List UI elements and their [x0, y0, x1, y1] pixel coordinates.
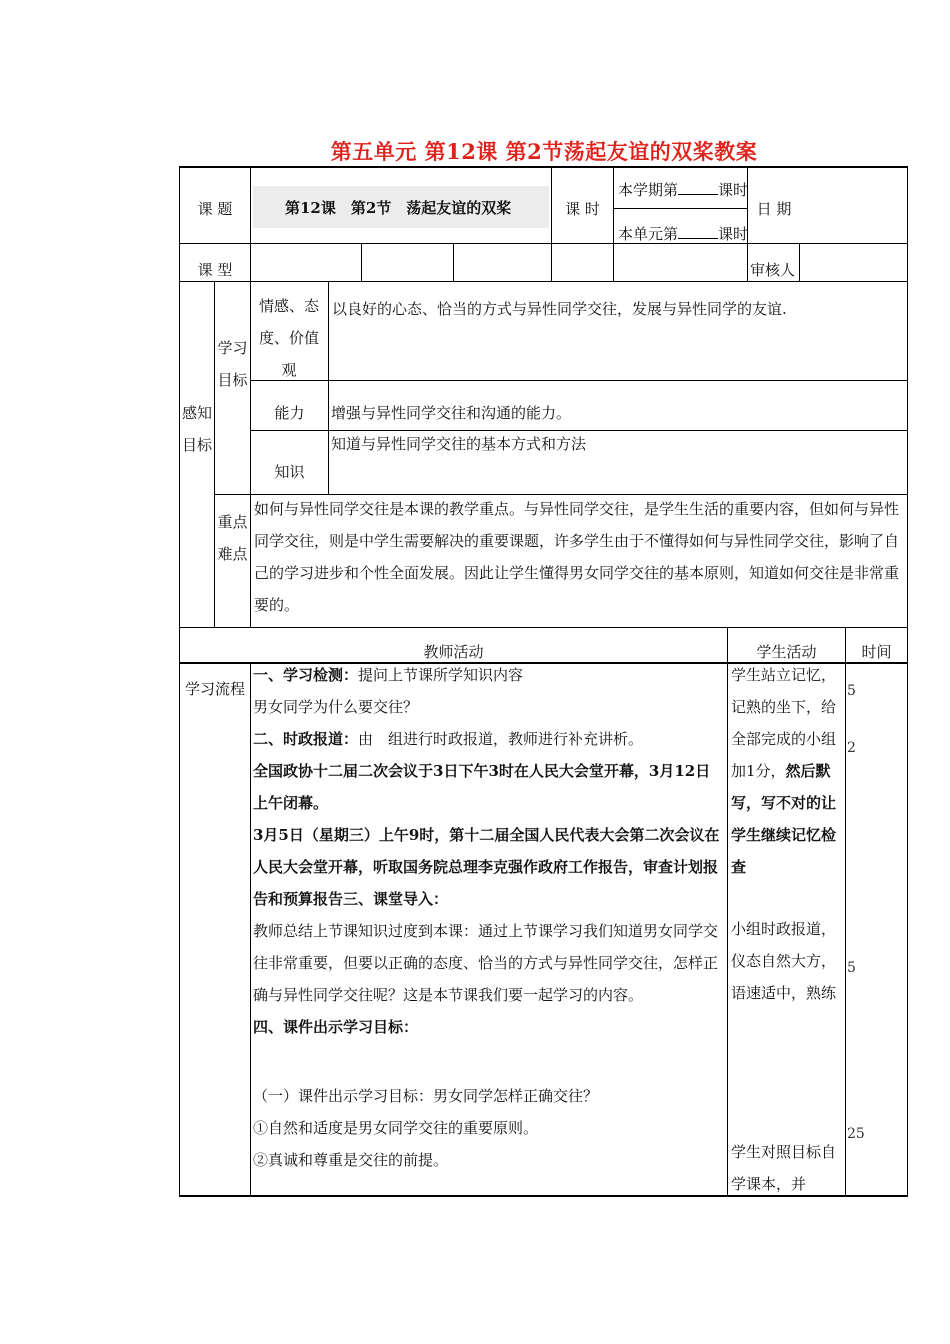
section-4-heading: 四、课件出示学习目标：: [253, 1018, 419, 1036]
col-line: [250, 166, 251, 282]
col-line: [799, 243, 800, 282]
ability-text: 增强与异性同学交往和沟通的能力。: [331, 404, 572, 422]
col-line: [551, 166, 552, 282]
goal-2: ②真诚和尊重是交往的前提。: [253, 1151, 449, 1169]
row-line: [250, 380, 908, 381]
reviewer-label: 审核人: [750, 261, 796, 279]
student-activity-2: 小组时政报道，仪态自然大方，语速适中，熟练: [731, 920, 837, 1002]
unit-suffix: 课时: [718, 225, 749, 243]
semester-period: [618, 180, 748, 200]
row-line: [179, 627, 908, 628]
key-points-label: 重点难点: [217, 513, 248, 563]
col-line: [250, 281, 251, 628]
goal-list: [253, 1080, 725, 1176]
document-title: 第五单元 第12课 第2节荡起友谊的双桨教案: [330, 139, 758, 164]
col-line: [613, 166, 614, 282]
time-header: 时间: [861, 643, 892, 661]
news-item-2: 3月5日（星期三）上午9时，第十二届全国人民代表大会第二次会议在人民大会堂开幕，听取国务院总理李克强作政府工作报告，审查计划报告和预算报告三、课堂导入：: [253, 826, 720, 908]
date-label: 日 期: [756, 200, 792, 218]
lesson-title-box: [253, 186, 549, 228]
table-border-bottom: [179, 1195, 908, 1197]
col-line: [845, 627, 846, 1197]
teacher-activity-content: [253, 659, 725, 1043]
col-line: [250, 662, 251, 1197]
review-heading: 一、学习检测：: [253, 666, 359, 684]
student-activity-1: [731, 659, 837, 883]
col-line: [727, 627, 728, 1197]
goal-title: （一）课件出示学习目标：男女同学怎样正确交往？: [253, 1087, 599, 1105]
col-line: [361, 243, 362, 282]
time-value: 5: [847, 683, 856, 699]
emotion-text: 以良好的心态、恰当的方式与异性同学交往，发展与异性同学的友谊.: [332, 300, 787, 318]
news-item-1: 全国政协十二届二次会议于3日下午3时在人民大会堂开幕，3月12日上午闭幕。: [253, 762, 711, 812]
time-value: 2: [847, 740, 856, 756]
student-activity-header: 学生活动: [756, 643, 817, 661]
review-line: [253, 659, 725, 691]
type-label: 课 型: [197, 261, 233, 279]
semester-prefix: 本学期第: [618, 181, 679, 199]
review-question: 男女同学为什么要交往？: [253, 698, 419, 716]
intro-text: 教师总结上节课知识过度到本课：通过上节课学习我们知道男女同学交往非常重要，但要以正确的态度、恰当的方式与异性同学交往，怎样正确与异性同学交往呢？这是本节课我们要一起学习的内容。: [253, 922, 719, 1004]
learning-goal-label: 学习目标: [217, 339, 248, 389]
table-border-top: [179, 166, 908, 168]
key-points-text: 如何与异性同学交往是本课的教学重点。与异性同学交往，是学生生活的重要内容，但如何与异性同学交往，则是中学生需要解决的重要课题，许多学生由于不懂得如何与异性同学交往，影响了自己的学习进步和个性全面发展。因此让学生懂得男女同学交往的基本原则，知道如何交往是非常重要的。: [254, 500, 900, 614]
knowledge-label: 知识: [274, 463, 305, 481]
student-activity-1-bold: 然后默写，写不对的让学生继续记忆检查: [731, 762, 837, 876]
topic-label: 课 题: [197, 200, 233, 218]
semester-suffix: 课时: [718, 181, 749, 199]
semester-blank: [678, 180, 718, 195]
news-line: [253, 723, 725, 755]
lesson-title: 第12课 第2节 荡起友谊的双桨: [285, 199, 512, 217]
time-value: 25: [847, 1126, 865, 1142]
row-line: [614, 208, 748, 209]
news-text: 由 组进行时政报道，教师进行补充讲析。: [358, 730, 644, 748]
col-line: [453, 243, 454, 282]
review-text: 提问上节课所学知识内容: [358, 666, 524, 684]
table-border-right: [907, 166, 908, 1197]
unit-blank: [678, 224, 718, 239]
goal-1: ①自然和适度是男女同学交往的重要原则。: [253, 1119, 539, 1137]
student-activity-3: 学生对照目标自学课本，并: [731, 1143, 837, 1193]
student-activity-1-plain: 学生站立记忆，记熟的坐下，给全部完成的小组加1分，: [731, 666, 837, 780]
emotion-label: 情感、态度、价值观: [258, 297, 319, 379]
period-label: 课 时: [565, 200, 600, 218]
news-heading: 二、时政报道：: [253, 730, 359, 748]
col-line: [328, 281, 329, 495]
unit-prefix: 本单元第: [618, 225, 679, 243]
unit-period: [618, 224, 748, 244]
learning-process-label: 学习流程: [184, 680, 245, 698]
row-line: [250, 430, 908, 431]
perception-goal-label: 感知目标: [181, 404, 212, 454]
knowledge-text: 知道与异性同学交往的基本方式和方法: [331, 435, 587, 453]
teacher-activity-header: 教师活动: [423, 643, 484, 661]
time-value: 5: [847, 960, 856, 976]
ability-label: 能力: [274, 404, 305, 422]
